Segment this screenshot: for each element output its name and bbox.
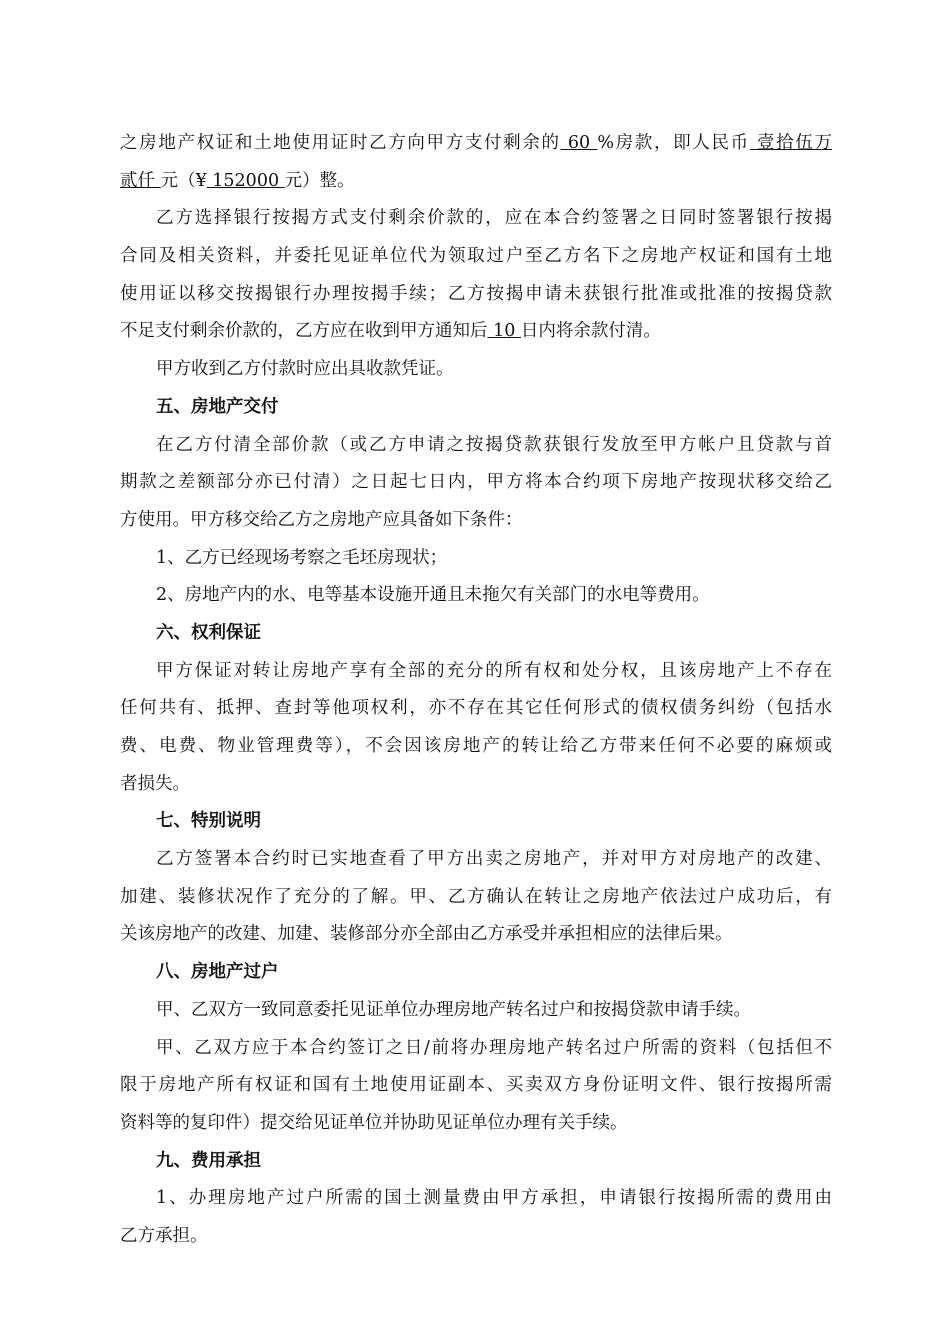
- text-span: 元（¥: [160, 170, 207, 191]
- days-blank: 10: [487, 321, 521, 342]
- paragraph-line: 限于房地产所有权证和国有土地使用证副本、买卖双方身份证明文件、银行按揭所需: [120, 1075, 832, 1096]
- paragraph-line: 乙方选择银行按揭方式支付剩余价款的，应在本合约签署之日同时签署银行按揭: [156, 208, 832, 229]
- percentage-blank: 60: [560, 133, 598, 153]
- paragraph-line: 加建、装修状况作了充分的了解。甲、乙方确认在转让之房地产依法过户成功后，有: [120, 886, 832, 907]
- paragraph-line: [120, 313, 832, 351]
- paragraph-line: 甲、乙双方应于本合约签订之日/前将办理房地产转名过户所需的资料（包括但不: [156, 1037, 832, 1058]
- list-item: 1、乙方已经现场考察之毛坯房现状；: [156, 547, 448, 568]
- section-heading: 五、房地产交付: [156, 396, 279, 417]
- amount-words-blank: 贰仟: [120, 170, 161, 191]
- paragraph-line: 乙方承担。: [120, 1225, 208, 1246]
- text-span: 不足支付剩余价款的，乙方应在收到甲方通知后: [120, 321, 488, 342]
- paragraph-line: 甲方保证对转让房地产享有全部的充分的所有权和处分权，且该房地产上不存在: [156, 660, 832, 681]
- paragraph-line: 乙方签署本合约时已实地查看了甲方出卖之房地产，并对甲方对房地产的改建、: [156, 849, 832, 870]
- text-span: %房款，即人民币: [597, 133, 750, 153]
- paragraph-line: 方使用。甲方移交给乙方之房地产应具备如下条件：: [120, 509, 523, 530]
- amount-number-blank: 152000: [206, 170, 285, 191]
- section-heading: 六、权利保证: [156, 622, 261, 643]
- paragraph-line: 费、电费、物业管理费等），不会因该房地产的转让给乙方带来任何不必要的麻烦或: [120, 736, 832, 756]
- amount-words-blank: 壹拾伍万: [749, 133, 832, 153]
- paragraph-line: 甲、乙双方一致同意委托见证单位办理房地产转名过户和按揭贷款申请手续。: [156, 999, 751, 1020]
- paragraph-line: 资料等的复印件）提交给见证单位并协助见证单位办理有关手续。: [120, 1112, 628, 1133]
- paragraph-line: 在乙方付清全部价款（或乙方申请之按揭贷款获银行发放至甲方帐户且贷款与首: [156, 434, 832, 455]
- section-heading: 八、房地产过户: [156, 962, 279, 983]
- paragraph-line: [120, 163, 832, 201]
- paragraph-line: 者损失。: [120, 773, 190, 794]
- text-span: 之房地产权证和土地使用证时乙方向甲方支付剩余的: [120, 133, 561, 153]
- section-heading: 九、费用承担: [156, 1150, 261, 1171]
- paragraph-line: 甲方收到乙方付款时应出具收款凭证。: [156, 359, 454, 380]
- contract-page: [120, 125, 832, 1256]
- section-heading: 七、特别说明: [156, 811, 261, 832]
- text-span: 日内将余款付清。: [520, 321, 661, 342]
- paragraph-line: 合同及相关资料，并委托见证单位代为领取过户至乙方名下之房地产权证和国有土地: [120, 246, 832, 267]
- paragraph-line: 期款之差额部分亦已付清）之日起七日内，甲方将本合约项下房地产按现状移交给乙: [120, 472, 832, 493]
- list-item: 2、房地产内的水、电等基本设施开通且未拖欠有关部门的水电等费用。: [156, 585, 710, 606]
- text-span: 元）整。: [284, 170, 355, 191]
- paragraph-line: 使用证以移交按揭银行办理按揭手续；乙方按揭申请未获银行批准或批准的按揭贷款: [120, 283, 832, 304]
- paragraph-line: 关该房地产的改建、加建、装修部分亦全部由乙方承受并承担相应的法律后果。: [120, 924, 733, 945]
- paragraph-line: [120, 125, 832, 163]
- paragraph-line: 1、办理房地产过户所需的国土测量费由甲方承担，申请银行按揭所需的费用由: [156, 1188, 832, 1209]
- paragraph-line: 任何共有、抵押、查封等他项权利，亦不存在其它任何形式的债权债务纠纷（包括水: [120, 698, 832, 719]
